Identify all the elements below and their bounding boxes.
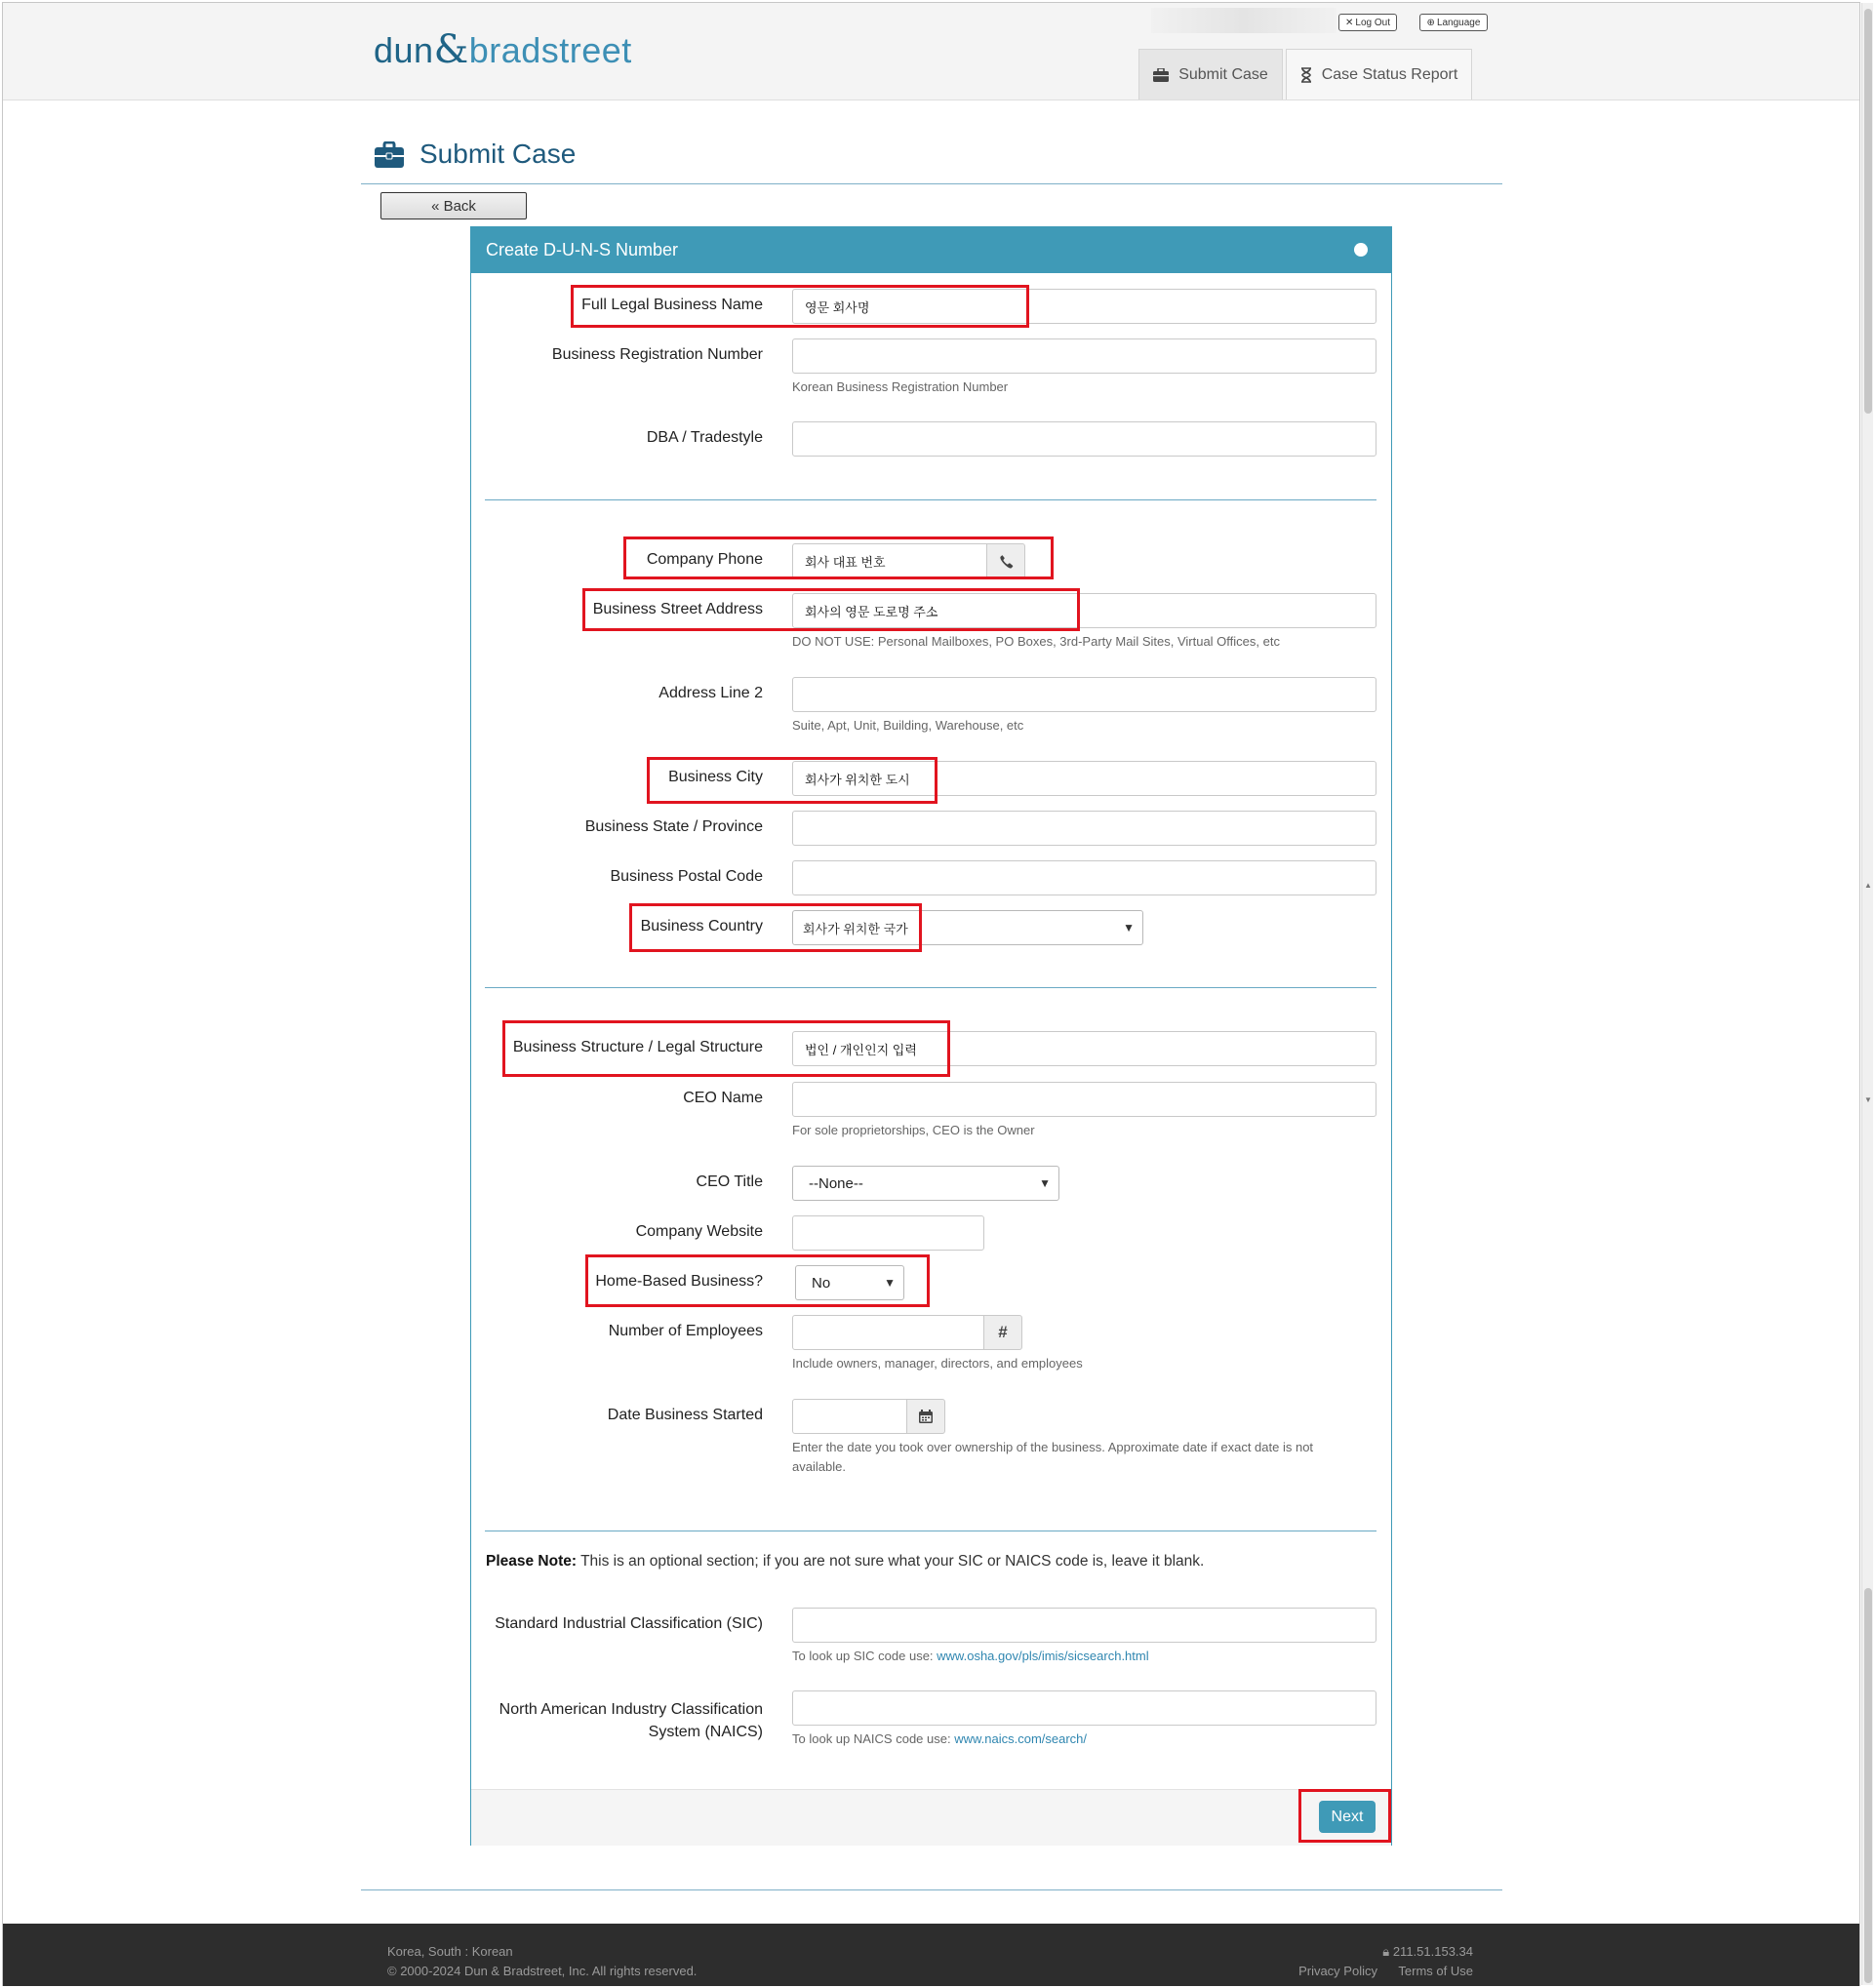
home-based-select[interactable]: No ▼ [795,1265,904,1300]
scroll-thumb[interactable] [1864,1588,1872,1983]
street-address-help: DO NOT USE: Personal Mailboxes, PO Boxes, 3rd-Party Mail Sites, Virtual Offices, etc [792,634,1280,649]
state-label: Business State / Province [584,818,763,835]
terms-of-use-link[interactable]: Terms of Use [1398,1964,1473,1978]
company-phone-input[interactable]: 회사 대표 번호 [792,543,987,578]
footer-locale: Korea, South : Korean [387,1944,513,1959]
calendar-icon[interactable] [906,1399,945,1434]
note-text: This is an optional section; if you are not sure what your SIC or NAICS code is, leave it blank. [577,1553,1205,1570]
ceo-name-label: CEO Name [683,1090,763,1106]
dba-label: DBA / Tradestyle [646,429,763,446]
legal-name-label: Full Legal Business Name [581,297,763,313]
panel-header [471,227,1391,273]
company-phone-label: Company Phone [646,551,763,568]
address-line2-help: Suite, Apt, Unit, Building, Warehouse, etc [792,718,1024,733]
ceo-title-select[interactable]: --None-- ▼ [792,1166,1059,1201]
reg-number-label: Business Registration Number [551,346,763,363]
scroll-thumb[interactable] [1864,9,1872,414]
page-title: Submit Case [375,139,576,170]
chevron-down-icon: ▼ [884,1276,896,1290]
scroll-up-arrow-icon[interactable]: ▲ [1864,881,1872,890]
page-bottom-divider [361,1889,1502,1890]
legal-name-input[interactable]: 영문 회사명 [792,289,1376,324]
vertical-scrollbar[interactable] [1861,3,1873,1985]
optional-note [486,1553,1204,1571]
note-bold: Please Note: [486,1553,578,1570]
address-line2-input[interactable] [792,677,1376,712]
phone-icon [986,543,1025,578]
ceo-title-label: CEO Title [696,1173,763,1190]
logo-ampersand: & [433,27,469,72]
site-footer [3,1924,1859,1986]
next-button[interactable]: Next [1319,1801,1376,1833]
back-button[interactable]: « Back [380,192,527,219]
panel-footer [471,1789,1391,1846]
website-label: Company Website [635,1223,763,1240]
hash-icon: # [983,1315,1022,1350]
postal-code-label: Business Postal Code [610,868,763,885]
naics-help: To look up NAICS code use: www.naics.com/search/ [792,1731,1088,1746]
sic-lookup-link[interactable]: www.osha.gov/pls/imis/sicsearch.html [937,1649,1149,1663]
sic-help: To look up SIC code use: www.osha.gov/pls/imis/sicsearch.html [792,1649,1149,1663]
ceo-name-help: For sole proprietorships, CEO is the Owner [792,1123,1035,1137]
employees-input[interactable] [792,1315,984,1350]
city-label: Business City [668,769,763,785]
reg-number-input[interactable] [792,338,1376,374]
scroll-down-arrow-icon[interactable]: ▼ [1864,1095,1872,1104]
naics-input[interactable] [792,1690,1376,1726]
site-header [3,3,1859,100]
language-button[interactable]: ⊕ Language [1419,14,1488,31]
city-input[interactable]: 회사가 위치한 도시 [792,761,1376,796]
footer-ip: 211.51.153.34 [1392,1944,1473,1959]
globe-icon: ⊕ [1426,17,1435,28]
lock-icon: 🔒︎ [1382,1944,1390,1959]
street-address-label: Business Street Address [592,601,763,617]
user-name-blurred [1151,8,1336,33]
naics-lookup-link[interactable]: www.naics.com/search/ [954,1731,1088,1746]
state-input[interactable] [792,811,1376,846]
legal-structure-label: Business Structure / Legal Structure [512,1039,763,1055]
employees-help: Include owners, manager, directors, and employees [792,1356,1083,1371]
dnb-logo[interactable] [374,27,632,72]
date-started-label: Date Business Started [607,1407,763,1423]
dba-input[interactable] [792,421,1376,457]
footer-copyright: © 2000-2024 Dun & Bradstreet, Inc. All rights reserved. [387,1964,698,1978]
street-address-input[interactable]: 회사의 영문 도로명 주소 [792,593,1376,628]
panel-title: Create D-U-N-S Number [486,240,679,259]
section-divider [485,987,1376,988]
section-divider [485,499,1376,500]
title-divider [361,183,1502,184]
panel-toggle-dot[interactable] [1354,243,1368,257]
logo-dun: dun [374,30,434,70]
logo-bradstreet: bradstreet [468,30,632,70]
footer-right [1298,1942,1473,1981]
country-label: Business Country [640,918,763,934]
privacy-policy-link[interactable]: Privacy Policy [1298,1964,1377,1978]
address-line2-label: Address Line 2 [658,685,763,701]
ceo-name-input[interactable] [792,1082,1376,1117]
logout-button[interactable]: ✕ Log Out [1338,14,1397,31]
naics-label: North American Industry Classification System (NAICS) [499,1701,763,1740]
employees-label: Number of Employees [608,1323,763,1339]
date-started-input[interactable] [792,1399,907,1434]
chevron-down-icon: ▼ [1039,1176,1051,1190]
legal-structure-input[interactable]: 법인 / 개인인지 입력 [792,1031,1376,1066]
briefcase-icon [375,141,404,168]
briefcase-icon [1153,68,1169,82]
sic-label: Standard Industrial Classification (SIC) [495,1615,763,1632]
sic-input[interactable] [792,1608,1376,1643]
hourglass-icon [1300,67,1312,83]
home-based-label: Home-Based Business? [595,1273,763,1290]
footer-left [387,1942,697,1981]
date-started-help: Enter the date you took over ownership of the business. Approximate date if exact date is not [792,1440,1314,1454]
date-started-help-cont: available. [792,1459,846,1474]
close-icon: ✕ [1345,17,1354,28]
website-input[interactable] [792,1215,984,1251]
postal-code-input[interactable] [792,860,1376,895]
reg-number-help: Korean Business Registration Number [792,379,1009,394]
tab-submit-case[interactable]: Submit Case [1138,49,1283,99]
chevron-down-icon: ▼ [1123,921,1135,934]
tab-case-status-report[interactable]: Case Status Report [1286,49,1472,99]
country-select[interactable]: 회사가 위치한 국가 ▼ [792,910,1143,945]
